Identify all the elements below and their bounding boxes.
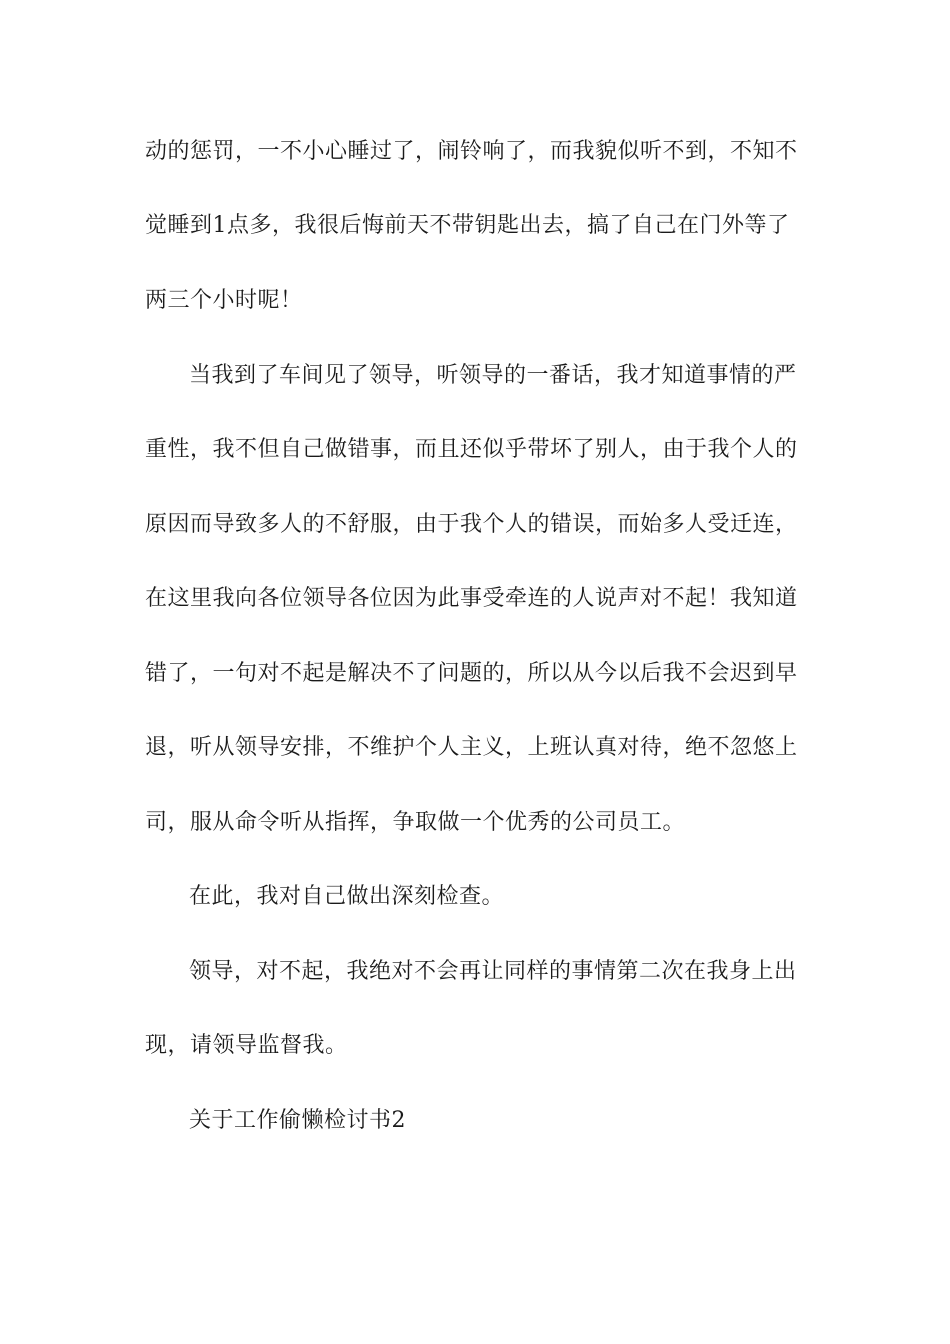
text-line-3: 两三个小时呢！ [145,288,303,313]
text-line-5: 重性，我不但自己做错事，而且还似乎带坏了别人，由于我个人的 [145,437,798,462]
text-line-8: 错了，一句对不起是解决不了问题的，所以从今以后我不会迟到早 [145,661,798,686]
paragraph-start-3: 领导，对不起，我绝对不会再让同样的事情第二次在我身上出 [189,959,797,984]
text-line-10: 司，服从命令听从指挥，争取做一个优秀的公司员工。 [145,810,686,835]
paragraph-start-1: 当我到了车间见了领导，听领导的一番话，我才知道事情的严 [189,363,797,388]
text-line-2: 觉睡到1点多，我很后悔前天不带钥匙出去，搞了自己在门外等了 [145,213,790,238]
text-line-13: 现，请领导监督我。 [145,1033,348,1058]
text-line-1: 动的惩罚，一不小心睡过了，闹铃响了，而我貌似听不到，不知不 [145,139,798,164]
text-line-6: 原因而导致多人的不舒服，由于我个人的错误，而始多人受迁连， [145,512,798,537]
text-line-9: 退，听从领导安排，不维护个人主义，上班认真对待，绝不忽悠上 [145,735,798,760]
paragraph-start-2: 在此，我对自己做出深刻检查。 [189,884,505,909]
section-heading: 关于工作偷懒检讨书2 [189,1108,406,1133]
text-line-7: 在这里我向各位领导各位因为此事受牵连的人说声对不起！我知道 [145,586,798,611]
